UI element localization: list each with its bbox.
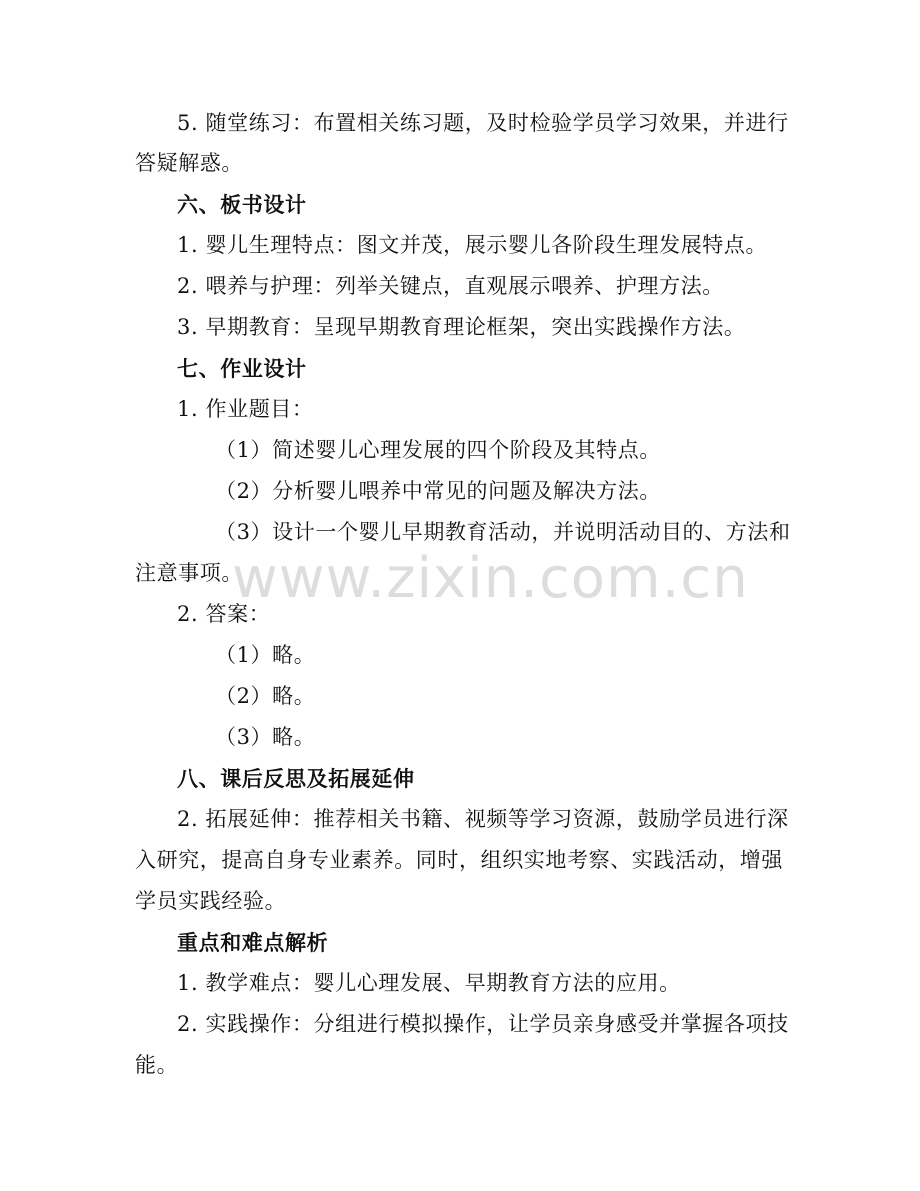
paragraph-line: 2. 拓展延伸：推荐相关书籍、视频等学习资源，鼓励学员进行深 <box>177 807 789 831</box>
paragraph-line: 1. 作业题目： <box>177 397 314 421</box>
list-item: （3）设计一个婴儿早期教育活动，并说明活动目的、方法和 <box>215 520 791 544</box>
paragraph-line: 答疑解惑。 <box>135 151 243 175</box>
paragraph-line: 注意事项。 <box>135 561 243 585</box>
paragraph-line: 1. 婴儿生理特点：图文并茂，展示婴儿各阶段生理发展特点。 <box>177 233 768 257</box>
list-item: （1）简述婴儿心理发展的四个阶段及其特点。 <box>215 438 661 462</box>
section-heading: 七、作业设计 <box>177 356 307 381</box>
list-item: （2）分析婴儿喂养中常见的问题及解决方法。 <box>215 479 661 503</box>
paragraph-line: 3. 早期教育：呈现早期教育理论框架，突出实践操作方法。 <box>177 315 746 339</box>
section-heading: 八、课后反思及拓展延伸 <box>177 766 415 791</box>
list-item: （3）略。 <box>215 725 316 749</box>
paragraph-line: 能。 <box>135 1053 179 1077</box>
paragraph-line: 5. 随堂练习：布置相关练习题，及时检验学员学习效果，并进行 <box>177 111 789 135</box>
section-heading: 重点和难点解析 <box>177 930 329 955</box>
list-item: （1）略。 <box>215 643 316 667</box>
list-item: （2）略。 <box>215 684 316 708</box>
paragraph-line: 2. 实践操作：分组进行模拟操作，让学员亲身感受并掌握各项技 <box>177 1012 789 1036</box>
paragraph-line: 学员实践经验。 <box>135 889 287 913</box>
paragraph-line: 2. 答案： <box>177 602 271 626</box>
paragraph-line: 1. 教学难点：婴儿心理发展、早期教育方法的应用。 <box>177 971 681 995</box>
section-heading: 六、板书设计 <box>177 192 307 217</box>
watermark: www.zixin.com.cn <box>232 546 749 611</box>
paragraph-line: 2. 喂养与护理：列举关键点，直观展示喂养、护理方法。 <box>177 274 724 298</box>
paragraph-line: 入研究，提高自身专业素养。同时，组织实地考察、实践活动，增强 <box>135 848 783 872</box>
